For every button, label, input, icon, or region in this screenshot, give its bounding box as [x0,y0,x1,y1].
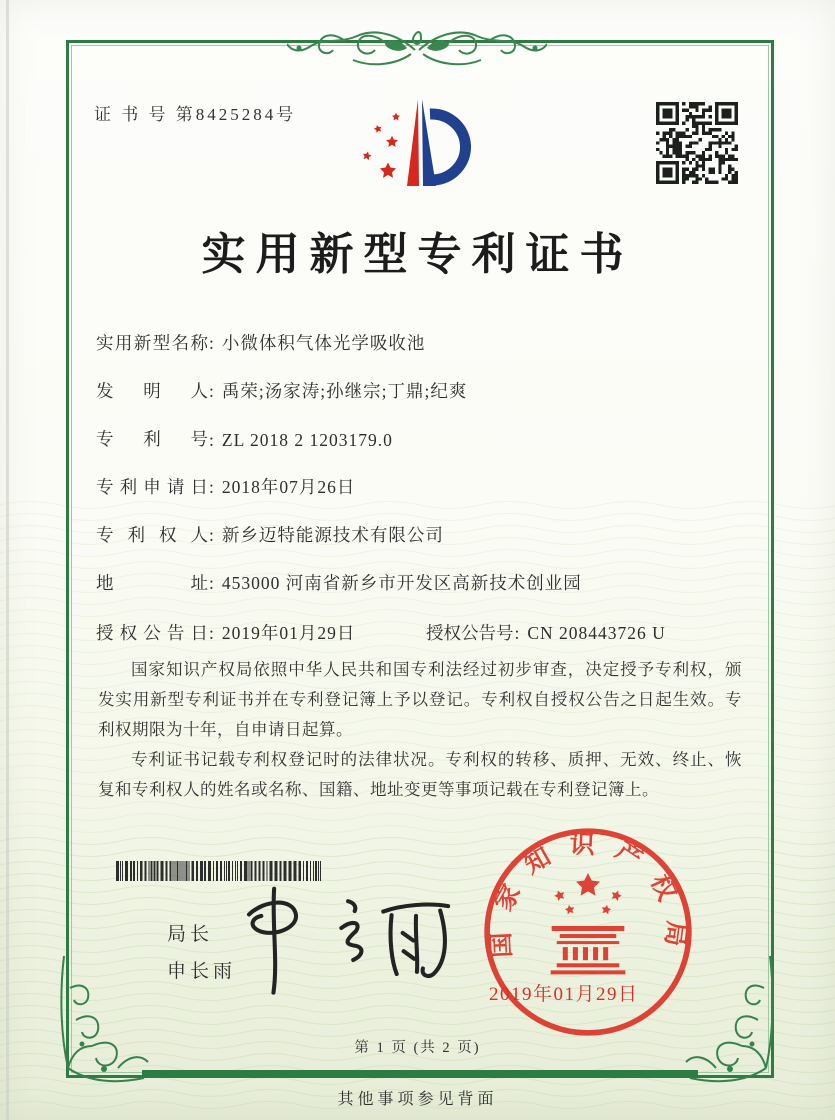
bottom-left-corner-ornament [56,950,156,1090]
certificate-number: 证 书 号 第8425284号 [94,105,297,124]
field-value: 禹荣;汤家涛;孙继宗;丁鼎;纪爽 [221,381,468,401]
grant-no-value: CN 208443726 U [527,623,666,643]
field-label: 地址 [96,573,208,593]
field-grant-line: 授权公告日: 2019年01月29日 授权公告号: CN 208443726 U [96,620,756,645]
seal-circular-text: 国家知识产权局 [487,831,690,966]
logo-p-bowl [430,114,466,180]
legal-text [98,655,742,805]
director-handwritten-signature [232,878,476,996]
certificate-title: 实用新型专利证书 [201,230,634,279]
grant-date-value: 2019年01月29日 [221,623,356,643]
logo-stars [362,113,400,178]
logo-red-spire [407,99,419,186]
field-value: 小微体积气体光学吸收池 [221,333,426,353]
field-value: ZL 2018 2 1203179.0 [221,430,393,450]
bottom-thick-rule [142,1070,698,1075]
seal-date: 2019年01月29日 [489,984,639,1005]
field-value: 新乡迈特能源技术有限公司 [221,525,444,545]
qr-code [656,102,738,184]
seal-national-emblem [551,873,626,974]
field-label: 实用新型名称 [96,333,208,353]
field-label: 专利权人 [96,525,208,545]
legal-paragraph-1: 国家知识产权局依照中华人民共和国专利法经过初步审查，决定授予专利权，颁发实用新型专利证书并在专利登记簿上予以登记。专利权自授权公告之日起生效。专利权期限为十年，自申请日起算。 [98,660,742,739]
field-label: 发明人 [96,381,208,401]
field-patentee: 专利权人: 新乡迈特能源技术有限公司 [96,522,756,547]
field-patent-number: 专利号: ZL 2018 2 1203179.0 [96,426,756,451]
field-address: 地址: 453000 河南省新乡市开发区高新技术创业园 [96,570,756,595]
field-filing-date: 专利申请日: 2018年07月26日 [96,474,756,499]
field-value: 453000 河南省新乡市开发区高新技术创业园 [221,573,582,593]
scan-edge-shadow [6,0,9,1120]
field-inventors: 发明人: 禹荣;汤家涛;孙继宗;丁鼎;纪爽 [96,378,756,403]
page-number: 第 1 页 (共 2 页) [354,1040,481,1056]
svg-text:国家知识产权局 [486,830,690,965]
director-title: 局长 [167,924,214,945]
other-items-note: 其他事项参见背面 [337,1091,498,1108]
legal-paragraph-2: 专利证书记载专利权登记时的法律状况。专利权的转移、质押、无效、终止、恢复和专利权人的姓名或名称、国籍、地址变更等事项记载在专利登记簿上。 [98,750,742,799]
field-value: 2018年07月26日 [221,477,356,497]
cnipa-official-seal [477,821,699,1043]
cnipa-logo [332,86,512,201]
director-name: 申长雨 [167,961,237,982]
field-label: 专利申请日 [96,477,208,497]
grant-date-label: 授权公告日 [96,623,208,643]
grant-no-label: 授权公告号 [426,623,514,643]
field-label: 专利号 [96,429,208,449]
field-utility-model-name: 实用新型名称: 小微体积气体光学吸收池 [96,330,756,355]
